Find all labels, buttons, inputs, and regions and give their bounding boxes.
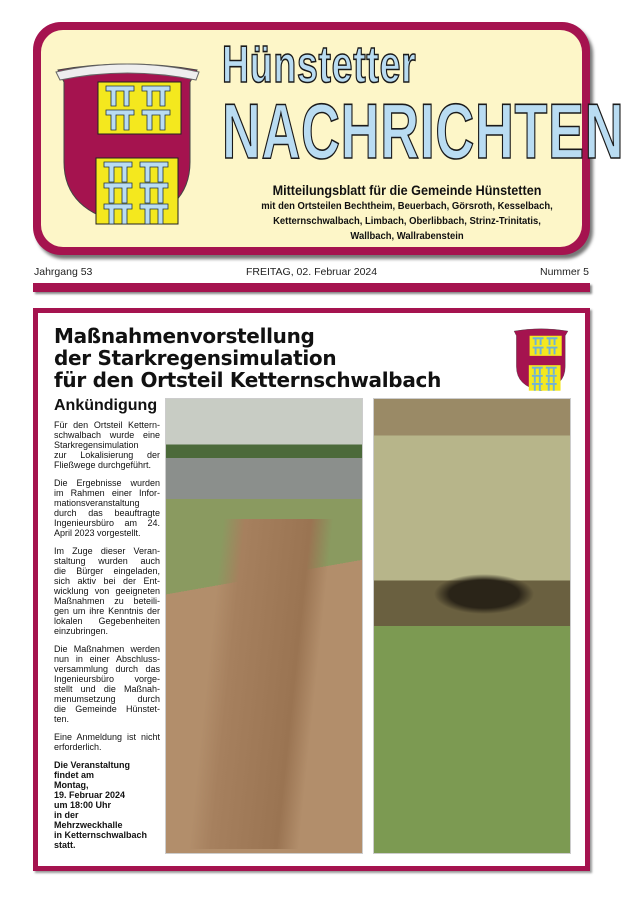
issue-number: Nummer 5	[540, 266, 590, 278]
districts-line: mit den Ortsteilen Bechtheim, Beuerbach, Görsroth, Kesselbach,	[261, 200, 553, 212]
paragraph	[54, 546, 160, 636]
event-line: Mehrzweckhalle	[54, 820, 123, 830]
text-line: wicklung von geeigneten	[54, 586, 160, 596]
text-line: Ingenieursbüro vorge-	[54, 674, 160, 684]
event-line: um 18:00 Uhr	[54, 800, 112, 810]
districts-line: Wallbach, Wallrabenstein	[350, 230, 464, 242]
headline-line: Maßnahmenvorstellung	[54, 324, 315, 348]
headline	[54, 325, 441, 391]
event-line: Montag,	[54, 780, 89, 790]
text-line: stellt und die Maßnah-	[54, 684, 160, 694]
text-line: staltung wurden auch	[54, 556, 160, 566]
coat-of-arms-logo	[50, 52, 205, 227]
photo-overgrown-culvert	[373, 398, 571, 854]
kicker: Ankündigung	[54, 397, 158, 414]
text-line: Ingenieursbüro am 24.	[54, 518, 160, 528]
text-line: lokalen Gegebenheiten	[54, 616, 160, 626]
masthead-subtitle	[232, 182, 582, 244]
text-line: mationsveranstaltung	[54, 498, 140, 508]
text-line: sich aktiv bei der Ent-	[54, 576, 160, 586]
coat-of-arms-small	[511, 324, 571, 392]
volume: Jahrgang 53	[34, 266, 93, 278]
event-line: statt.	[54, 840, 76, 850]
event-line: Die Veranstaltung	[54, 760, 131, 770]
text-line: Für den Ortsteil Kettern-	[54, 420, 160, 430]
paragraph	[54, 732, 160, 752]
title-nachrichten: NACHRICHTEN	[222, 87, 625, 175]
districts-line: Ketternschwalbach, Limbach, Oberlibbach, Strinz-Trinitatis,	[273, 215, 541, 227]
text-line: einzubringen.	[54, 626, 109, 636]
text-line: erforderlich.	[54, 742, 102, 752]
text-line: menumsetzung durch	[54, 694, 160, 704]
photo-drainage-ditch	[165, 398, 363, 854]
text-line: Im Zuge dieser Veran-	[54, 546, 160, 556]
title-huenstetter: Hünstetter	[222, 36, 417, 94]
divider	[33, 283, 590, 292]
headline-line: für den Ortsteil Ketternschwalbach	[54, 368, 442, 392]
text-line: Eine Anmeldung ist nicht	[54, 732, 160, 742]
subtitle: Mitteilungsblatt für die Gemeinde Hünstetten	[272, 182, 542, 198]
event-line: in der	[54, 810, 79, 820]
text-line: schwalbach wurde eine	[54, 430, 160, 440]
text-line: Die Maßnahmen werden	[54, 644, 160, 654]
text-line: Fließwege durchgeführt.	[54, 460, 152, 470]
text-line: April 2023 vorgestellt.	[54, 528, 141, 538]
text-line: Die Ergebnisse wurden	[54, 478, 160, 488]
paragraph	[54, 420, 160, 470]
event-line: in Ketternschwalbach	[54, 830, 148, 840]
text-line: gen um ihre Kenntnis der	[54, 606, 160, 616]
text-line: die Gemeinde Hünstet-	[54, 704, 160, 714]
text-line: nun in einer Abschluss-	[54, 654, 160, 664]
paragraph	[54, 644, 160, 724]
text-line: versammlung durch das	[54, 664, 160, 674]
event-line: 19. Februar 2024	[54, 790, 126, 800]
article-body	[54, 420, 160, 858]
text-line: im Rahmen einer Infor-	[54, 488, 160, 498]
text-line: durch das beauftragte	[54, 508, 160, 518]
text-line: ten.	[54, 714, 70, 724]
headline-line: der Starkregensimulation	[54, 346, 337, 370]
text-line: Starkregensimulation	[54, 440, 139, 450]
event-info	[54, 760, 160, 850]
issue-date: FREITAG, 02. Februar 2024	[246, 266, 378, 278]
text-line: die Bürger eingeladen,	[54, 566, 160, 576]
event-line: findet am	[54, 770, 95, 780]
text-line: Maßnahmen zu beteili-	[54, 596, 160, 606]
text-line: zur Lokalisierung der	[54, 450, 160, 460]
paragraph	[54, 478, 160, 538]
